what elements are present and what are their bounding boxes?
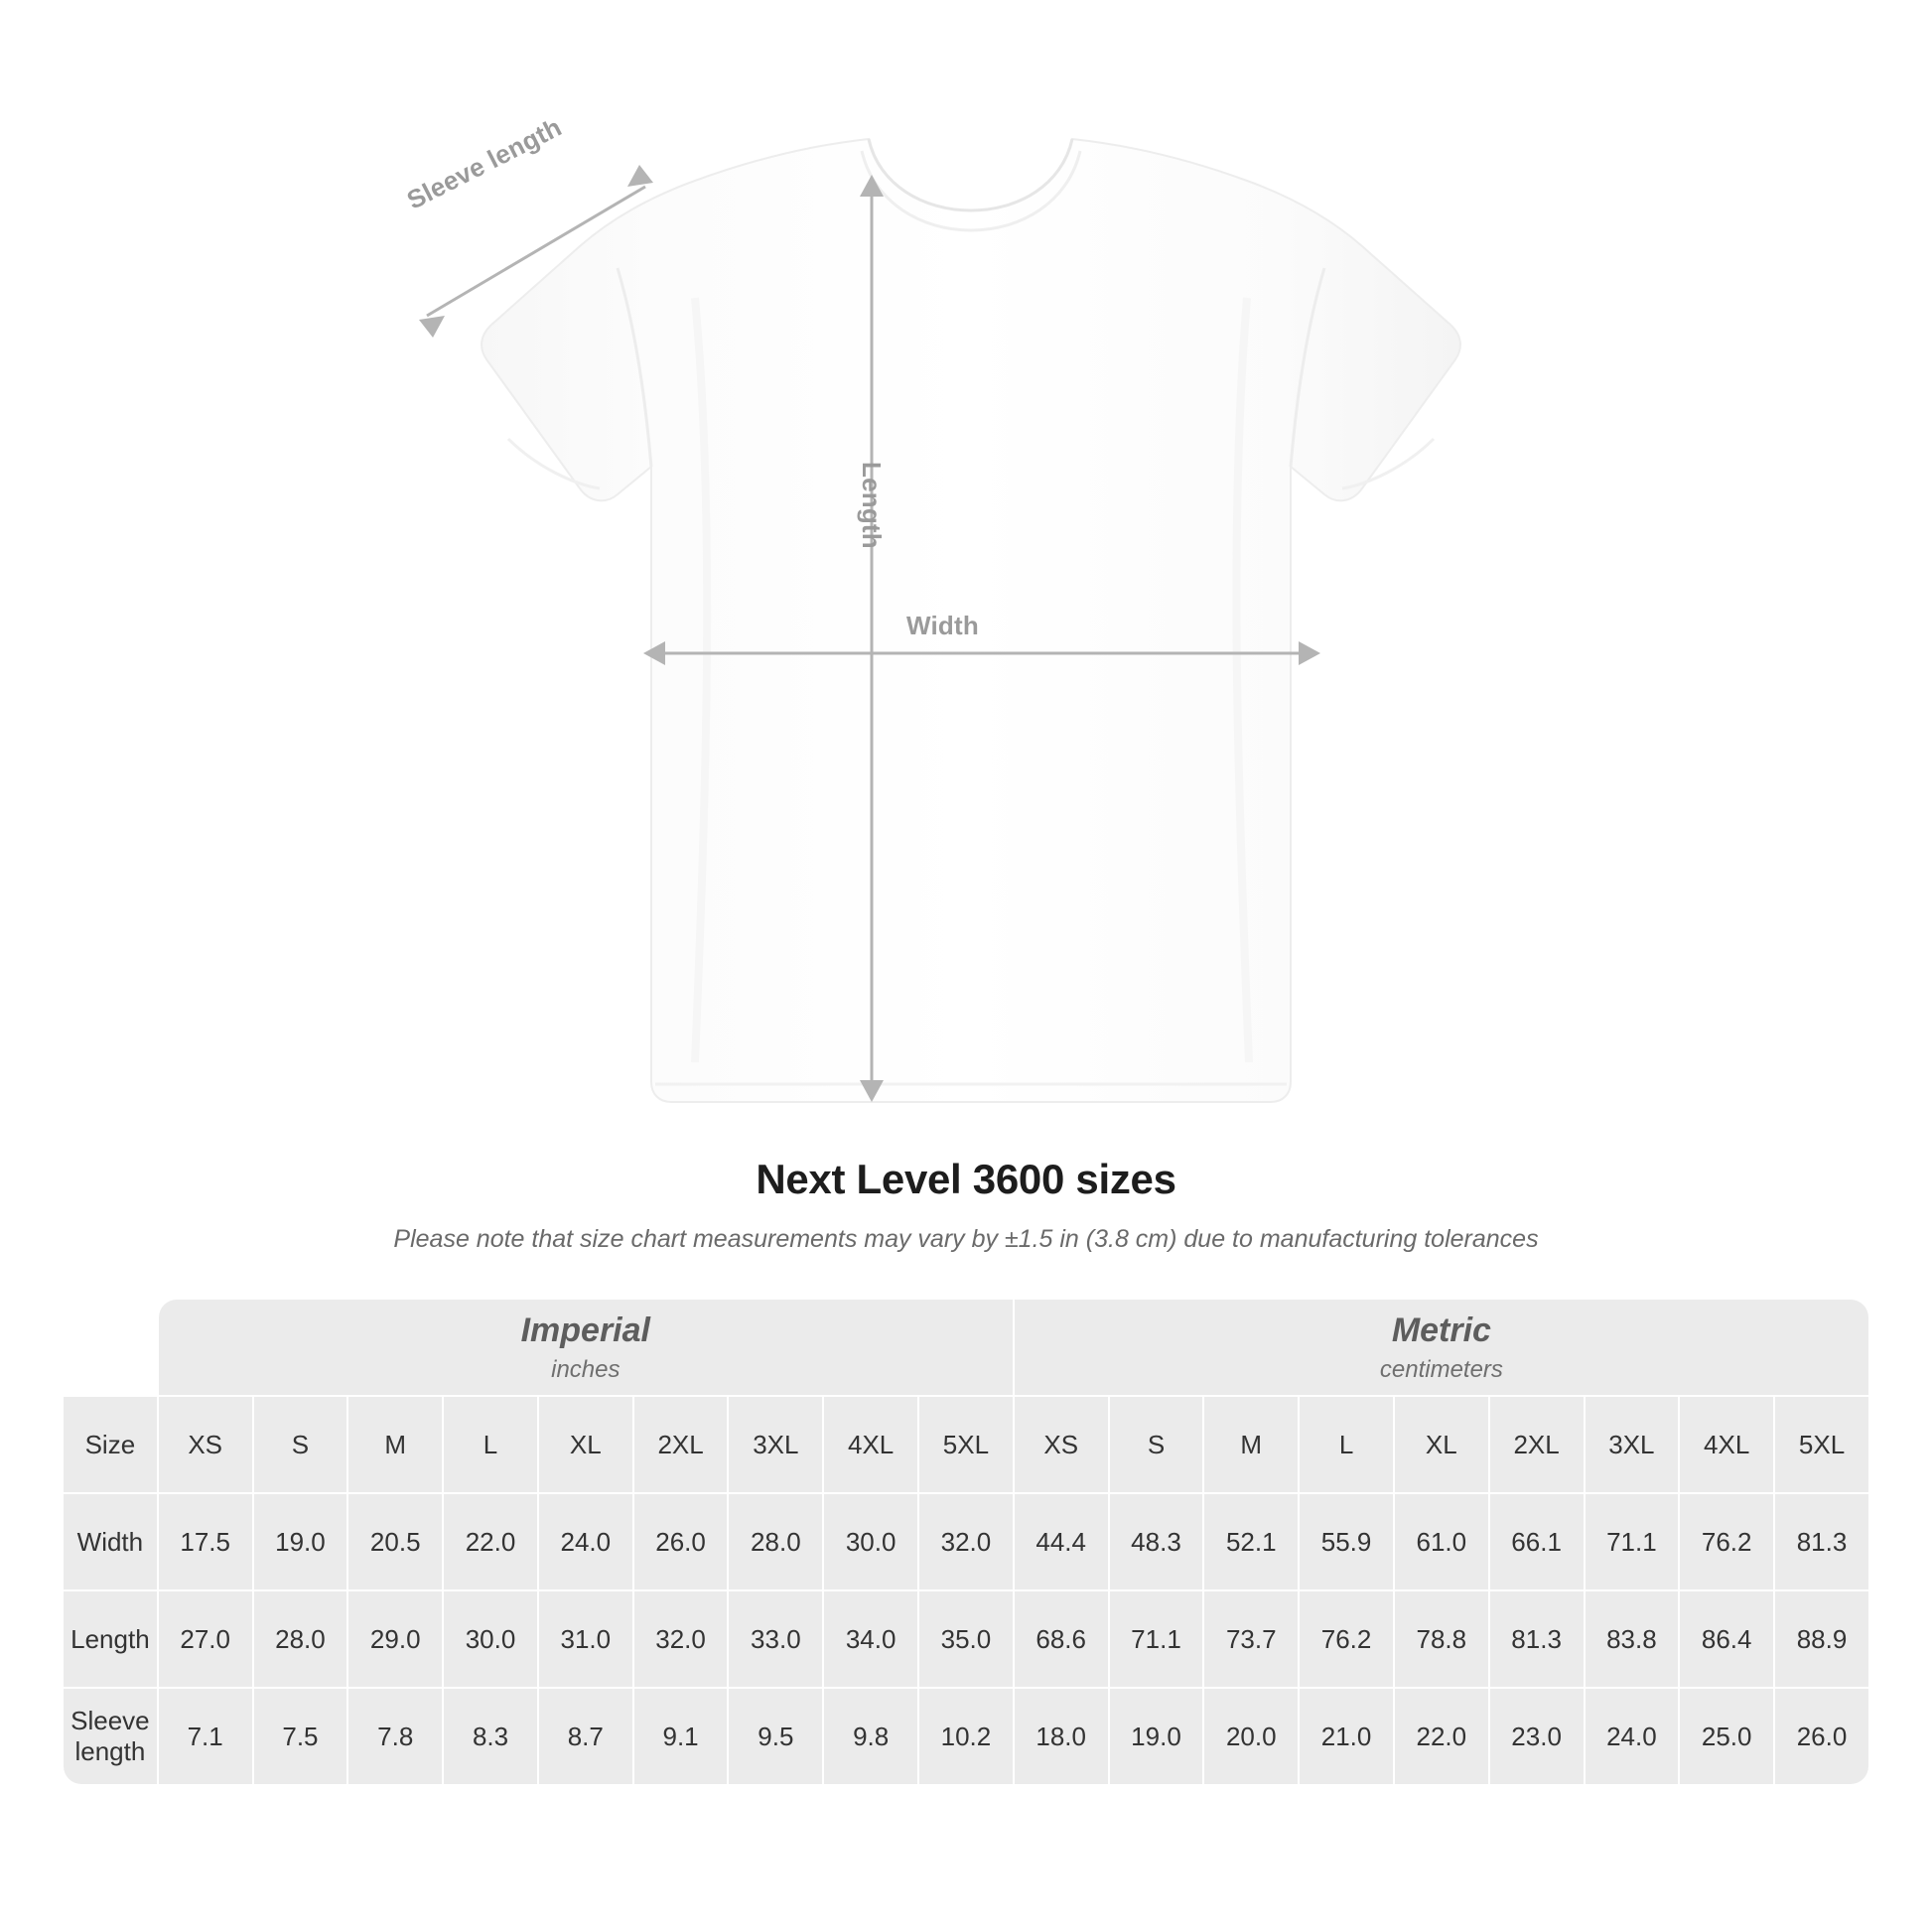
cell-length-3xl-in: 33.0 bbox=[729, 1591, 822, 1687]
cell-width-m-cm: 52.1 bbox=[1204, 1494, 1298, 1589]
cell-width-5xl-in: 32.0 bbox=[919, 1494, 1013, 1589]
size-col-l-metric: L bbox=[1300, 1397, 1393, 1492]
size-col-2xl-metric: 2XL bbox=[1490, 1397, 1584, 1492]
size-col-4xl-imperial: 4XL bbox=[824, 1397, 917, 1492]
cell-sleeve-4xl-in: 9.8 bbox=[824, 1689, 917, 1784]
cell-length-l-cm: 76.2 bbox=[1300, 1591, 1393, 1687]
size-col-xs-metric: XS bbox=[1015, 1397, 1108, 1492]
unit-metric-sub: centimeters bbox=[1379, 1355, 1503, 1383]
title-block bbox=[0, 1156, 1932, 1254]
cell-length-s-cm: 71.1 bbox=[1110, 1591, 1203, 1687]
size-header-label: Size bbox=[64, 1397, 157, 1492]
cell-width-5xl-cm: 81.3 bbox=[1775, 1494, 1868, 1589]
cell-sleeve-2xl-cm: 23.0 bbox=[1490, 1689, 1584, 1784]
size-col-xl-imperial: XL bbox=[539, 1397, 632, 1492]
table-row bbox=[64, 1591, 1868, 1687]
cell-sleeve-m-cm: 20.0 bbox=[1204, 1689, 1298, 1784]
unit-header-row bbox=[64, 1300, 1868, 1395]
cell-length-2xl-cm: 81.3 bbox=[1490, 1591, 1584, 1687]
size-col-xs-imperial: XS bbox=[159, 1397, 252, 1492]
row-label-length: Length bbox=[64, 1591, 157, 1687]
cell-width-2xl-cm: 66.1 bbox=[1490, 1494, 1584, 1589]
cell-length-3xl-cm: 83.8 bbox=[1586, 1591, 1679, 1687]
cell-sleeve-xs-cm: 18.0 bbox=[1015, 1689, 1108, 1784]
size-col-s-imperial: S bbox=[254, 1397, 347, 1492]
size-table bbox=[62, 1298, 1870, 1786]
cell-length-4xl-cm: 86.4 bbox=[1680, 1591, 1773, 1687]
cell-length-4xl-in: 34.0 bbox=[824, 1591, 917, 1687]
cell-length-2xl-in: 32.0 bbox=[634, 1591, 728, 1687]
size-col-2xl-imperial: 2XL bbox=[634, 1397, 728, 1492]
cell-sleeve-4xl-cm: 25.0 bbox=[1680, 1689, 1773, 1784]
cell-sleeve-2xl-in: 9.1 bbox=[634, 1689, 728, 1784]
row-label-width: Width bbox=[64, 1494, 157, 1589]
cell-length-5xl-cm: 88.9 bbox=[1775, 1591, 1868, 1687]
cell-sleeve-xs-in: 7.1 bbox=[159, 1689, 252, 1784]
cell-sleeve-l-in: 8.3 bbox=[444, 1689, 537, 1784]
sleeve-arrow-start bbox=[419, 316, 445, 338]
cell-sleeve-s-cm: 19.0 bbox=[1110, 1689, 1203, 1784]
tolerance-note: Please note that size chart measurements may vary by ±1.5 in (3.8 cm) due to manufacturing tolerances bbox=[393, 1225, 1539, 1253]
table-row bbox=[64, 1689, 1868, 1784]
cell-width-m-in: 20.5 bbox=[348, 1494, 442, 1589]
unit-metric-name: Metric bbox=[1391, 1311, 1491, 1349]
page-title: Next Level 3600 sizes bbox=[756, 1156, 1176, 1202]
cell-sleeve-s-in: 7.5 bbox=[254, 1689, 347, 1784]
cell-sleeve-xl-in: 8.7 bbox=[539, 1689, 632, 1784]
size-col-4xl-metric: 4XL bbox=[1680, 1397, 1773, 1492]
cell-width-l-cm: 55.9 bbox=[1300, 1494, 1393, 1589]
cell-sleeve-5xl-cm: 26.0 bbox=[1775, 1689, 1868, 1784]
size-col-m-imperial: M bbox=[348, 1397, 442, 1492]
cell-length-xs-cm: 68.6 bbox=[1015, 1591, 1108, 1687]
row-label-sleeve-length: Sleeve length bbox=[64, 1689, 157, 1784]
size-col-s-metric: S bbox=[1110, 1397, 1203, 1492]
cell-length-xl-cm: 78.8 bbox=[1395, 1591, 1488, 1687]
cell-width-l-in: 22.0 bbox=[444, 1494, 537, 1589]
cell-width-s-cm: 48.3 bbox=[1110, 1494, 1203, 1589]
cell-width-s-in: 19.0 bbox=[254, 1494, 347, 1589]
size-table-wrapper bbox=[62, 1298, 1870, 1786]
cell-sleeve-3xl-in: 9.5 bbox=[729, 1689, 822, 1784]
size-col-l-imperial: L bbox=[444, 1397, 537, 1492]
sleeve-arrow-end bbox=[627, 165, 653, 187]
unit-group-imperial bbox=[159, 1300, 1013, 1395]
size-col-5xl-metric: 5XL bbox=[1775, 1397, 1868, 1492]
unit-imperial-sub: inches bbox=[551, 1355, 621, 1383]
table-corner-blank bbox=[64, 1300, 157, 1395]
size-col-3xl-imperial: 3XL bbox=[729, 1397, 822, 1492]
cell-width-4xl-in: 30.0 bbox=[824, 1494, 917, 1589]
length-dimension-label: Length bbox=[857, 462, 887, 549]
size-header-row bbox=[64, 1397, 1868, 1492]
cell-length-l-in: 30.0 bbox=[444, 1591, 537, 1687]
cell-width-2xl-in: 26.0 bbox=[634, 1494, 728, 1589]
cell-sleeve-5xl-in: 10.2 bbox=[919, 1689, 1013, 1784]
size-col-3xl-metric: 3XL bbox=[1586, 1397, 1679, 1492]
cell-width-3xl-in: 28.0 bbox=[729, 1494, 822, 1589]
size-col-m-metric: M bbox=[1204, 1397, 1298, 1492]
width-dimension-label: Width bbox=[906, 611, 979, 640]
width-arrow-right bbox=[1299, 641, 1320, 665]
cell-length-xs-in: 27.0 bbox=[159, 1591, 252, 1687]
cell-length-m-in: 29.0 bbox=[348, 1591, 442, 1687]
cell-sleeve-m-in: 7.8 bbox=[348, 1689, 442, 1784]
cell-length-xl-in: 31.0 bbox=[539, 1591, 632, 1687]
size-col-5xl-imperial: 5XL bbox=[919, 1397, 1013, 1492]
cell-width-xs-in: 17.5 bbox=[159, 1494, 252, 1589]
unit-imperial-name: Imperial bbox=[520, 1311, 650, 1349]
unit-group-metric bbox=[1015, 1300, 1868, 1395]
cell-length-m-cm: 73.7 bbox=[1204, 1591, 1298, 1687]
cell-width-xl-cm: 61.0 bbox=[1395, 1494, 1488, 1589]
size-col-xl-metric: XL bbox=[1395, 1397, 1488, 1492]
sleeve-length-dimension-label: Sleeve length bbox=[402, 111, 567, 215]
cell-length-s-in: 28.0 bbox=[254, 1591, 347, 1687]
cell-sleeve-xl-cm: 22.0 bbox=[1395, 1689, 1488, 1784]
cell-width-3xl-cm: 71.1 bbox=[1586, 1494, 1679, 1589]
cell-width-xs-cm: 44.4 bbox=[1015, 1494, 1108, 1589]
cell-length-5xl-in: 35.0 bbox=[919, 1591, 1013, 1687]
cell-sleeve-l-cm: 21.0 bbox=[1300, 1689, 1393, 1784]
table-row bbox=[64, 1494, 1868, 1589]
cell-sleeve-3xl-cm: 24.0 bbox=[1586, 1689, 1679, 1784]
cell-width-4xl-cm: 76.2 bbox=[1680, 1494, 1773, 1589]
cell-width-xl-in: 24.0 bbox=[539, 1494, 632, 1589]
